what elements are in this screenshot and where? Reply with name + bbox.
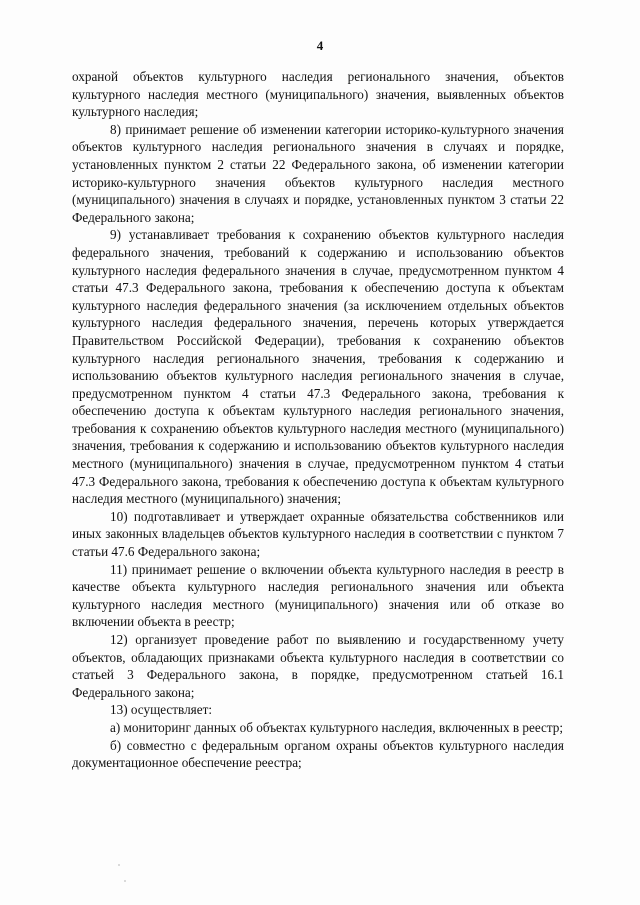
paragraph-item-11: 11) принимает решение о включении объекта культурного наследия в реестр в качестве объекта культурного наследия регионального значения или объекта культурного наследия местного (муниципального) значения или об отказе во включении объекта в реестр;: [72, 561, 564, 630]
scan-speck: [118, 864, 120, 866]
paragraph-item-9: 9) устанавливает требования к сохранению объектов культурного наследия федерального значения, требований к содержанию и использованию объектов культурного наследия федерального значения в случае, предусмотренном пунктом 4 статьи 47.3 Федерального закона, требования к обеспечению доступа к объектам культурного наследия федерального значения (за исключением отдельных объектов культурного наследия федерального значения, перечень которых утверждается Правительством Российской Федерации), требования к сохранению объектов культурного наследия регионального значения, требования к содержанию и использованию объектов культурного наследия регионального значения в случае, предусмотренном пунктом 4 статьи 47.3 Федерального закона, требования к обеспечению доступа к объектам культурного наследия регионального значения, требования к сохранению объектов культурного наследия местного (муниципального) значения, требования к содержанию и использованию объектов культурного наследия местного (муниципального) значения в случае, предусмотренном пунктом 4 статьи 47.3 Федерального закона, требования к обеспечению доступа к объектам культурного наследия местного (муниципального) значения;: [72, 227, 564, 507]
scan-speck: [124, 880, 126, 882]
paragraph-subitem-a: а) мониторинг данных об объектах культурного наследия, включенных в реестр;: [110, 719, 564, 735]
paragraph-item-13: 13) осуществляет:: [110, 702, 213, 718]
paragraph-continuation: охраной объектов культурного наследия регионального значения, объектов культурного наследия местного (муниципального) значения, выявленных объектов культурного наследия;: [72, 69, 564, 120]
document-body: [72, 68, 564, 772]
paragraph-subitem-b: б) совместно с федеральным органом охраны объектов культурного наследия документационное обеспечение реестра;: [72, 737, 564, 771]
paragraph-item-12: 12) организует проведение работ по выявлению и государственному учету объектов, обладающих признаками объекта культурного наследия в соответствии со статьей 3 Федерального закона, в порядке, предусмотренном статьей 16.1 Федерального закона;: [72, 632, 564, 700]
page-number: 4: [316, 38, 324, 53]
paragraph-item-10: 10) подготавливает и утверждает охранные обязательства собственников или иных законных владельцев объектов культурного наследия в соответствии с пунктом 7 статьи 47.6 Федерального закона;: [72, 508, 564, 560]
paragraph-item-8: 8) принимает решение об изменении категории историко-культурного значения объектов культурного наследия регионального значения в случаях и порядке, установленных пунктом 2 статьи 22 Федерального закона, об изменении категории историко-культурного значения объектов культурного наследия местного (муниципального) значения в случаях и порядке, установленных пунктом 3 статьи 22 Федерального закона;: [72, 121, 564, 225]
